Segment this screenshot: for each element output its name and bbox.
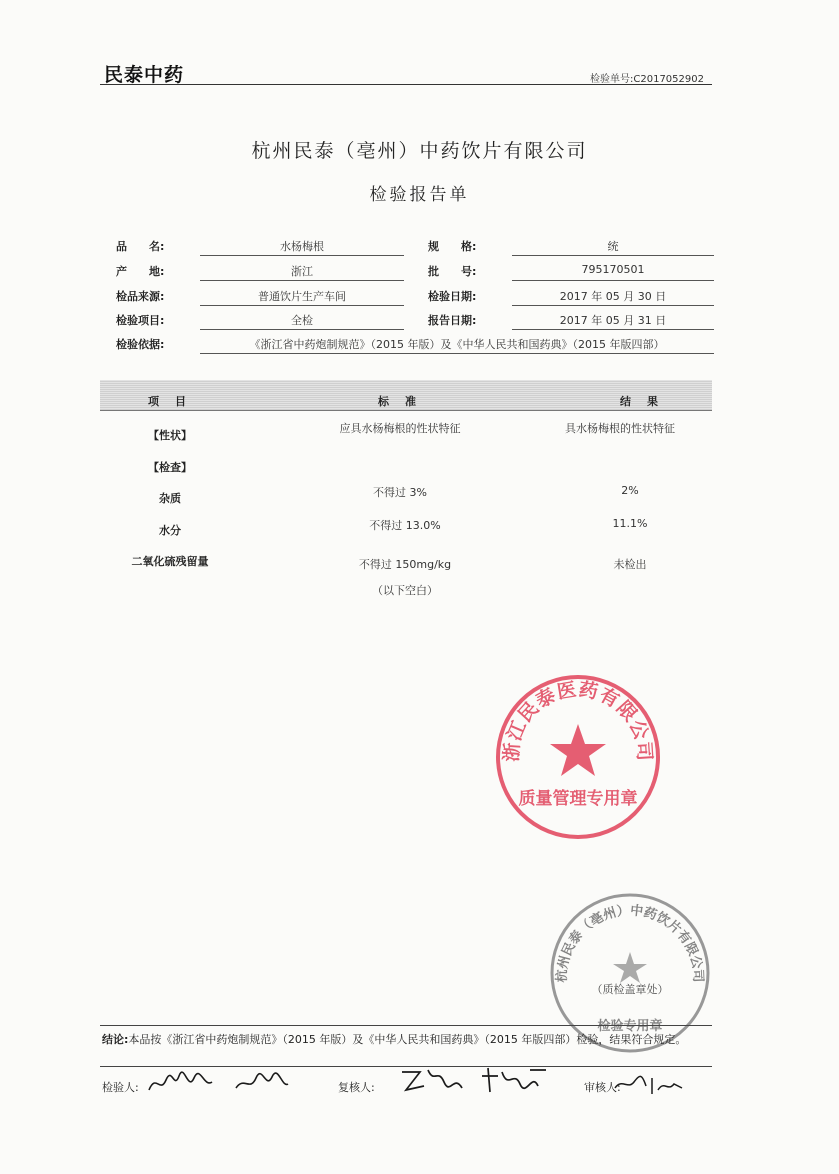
row-standard: 不得过 13.0% xyxy=(369,519,441,532)
underline xyxy=(200,280,404,281)
report-number-label: 检验单号: xyxy=(590,74,634,85)
reviewer-signature-2-icon xyxy=(478,1064,550,1096)
company-name: 杭州民泰（亳州）中药饮片有限公司 xyxy=(251,140,588,162)
inspect-date-value: 2017 年 05 月 30 日 xyxy=(559,290,667,303)
row-result: 11.1% xyxy=(612,517,648,530)
inspector-signature-1-icon xyxy=(146,1068,216,1098)
row-result: 2% xyxy=(621,484,639,497)
red-seal-inner-text: 质量管理专用章 xyxy=(518,789,638,809)
col-header-item: 项目 xyxy=(148,395,202,408)
reviewer-signature-1-icon xyxy=(398,1064,468,1096)
approver-signature-icon xyxy=(612,1068,686,1098)
col-header-result: 结果 xyxy=(620,395,674,408)
batch-value: 795170501 xyxy=(581,263,645,276)
inspector-label: 检验人: xyxy=(102,1081,139,1094)
row-item: 【检查】 xyxy=(148,461,192,474)
underline xyxy=(512,305,714,306)
company-logo: 民泰中药 xyxy=(104,64,185,86)
batch-label: 批 号: xyxy=(428,265,477,278)
underline xyxy=(512,280,714,281)
gray-seal-inner-text: （质检盖章处） xyxy=(591,983,669,996)
report-date-value: 2017 年 05 月 31 日 xyxy=(559,314,667,327)
row-item: 【性状】 xyxy=(148,429,192,442)
underline xyxy=(200,255,404,256)
red-seal-outer-text: 浙江民泰医药有限公司 xyxy=(500,678,656,763)
conclusion-text: 本品按《浙江省中药炮制规范》（2015 年版）及《中华人民共和国药典》（2015 年版四部）检验，结果符合规定。 xyxy=(128,1033,687,1046)
underline xyxy=(512,329,714,330)
approver-label: 审核人: xyxy=(584,1081,621,1094)
conclusion xyxy=(102,1032,714,1047)
report-number xyxy=(590,70,704,85)
row-standard: 应具水杨梅根的性状特征 xyxy=(339,422,461,435)
row-standard: 不得过 3% xyxy=(373,486,427,499)
source-value: 普通饮片生产车间 xyxy=(258,290,346,303)
product-name-value: 水杨梅根 xyxy=(280,240,324,253)
source-label: 检品来源: xyxy=(116,290,165,303)
row-standard: 不得过 150mg/kg xyxy=(358,558,452,571)
underline xyxy=(200,329,404,330)
gray-seal-outer-text: 杭州民泰（亳州）中药饮片有限公司 xyxy=(554,903,706,983)
product-name-label: 品 名: xyxy=(116,240,165,253)
blank-note: （以下空白） xyxy=(372,584,438,597)
quality-seal-icon xyxy=(493,672,663,842)
conclusion-top-divider xyxy=(100,1025,712,1026)
reviewer-label: 复核人: xyxy=(338,1081,375,1094)
underline xyxy=(200,353,714,354)
spec-label: 规 格: xyxy=(428,240,477,253)
row-result: 具水杨梅根的性状特征 xyxy=(565,422,675,435)
origin-value: 浙江 xyxy=(291,265,313,278)
inspect-date-label: 检验日期: xyxy=(428,290,477,303)
spec-value: 统 xyxy=(607,240,619,253)
underline xyxy=(512,255,714,256)
origin-label: 产 地: xyxy=(116,265,165,278)
conclusion-label: 结论: xyxy=(102,1033,129,1046)
document-title: 检验报告单 xyxy=(369,185,470,205)
gray-seal-bottom-text: 检验专用章 xyxy=(597,1019,663,1034)
row-item: 水分 xyxy=(159,524,181,537)
row-result: 未检出 xyxy=(613,558,647,571)
underline xyxy=(200,305,404,306)
inspector-signature-2-icon xyxy=(232,1068,292,1098)
basis-value: 《浙江省中药炮制规范》（2015 年版）及《中华人民共和国药典》（2015 年版四部） xyxy=(249,338,665,351)
item-value: 全检 xyxy=(291,314,313,327)
col-header-standard: 标准 xyxy=(378,395,432,408)
report-date-label: 报告日期: xyxy=(428,314,477,327)
row-item: 二氧化硫残留量 xyxy=(131,555,209,568)
report-number-value: C2017052902 xyxy=(633,74,704,85)
header-divider xyxy=(100,84,712,85)
row-item: 杂质 xyxy=(159,492,181,505)
basis-label: 检验依据: xyxy=(116,338,165,351)
item-label: 检验项目: xyxy=(116,314,165,327)
